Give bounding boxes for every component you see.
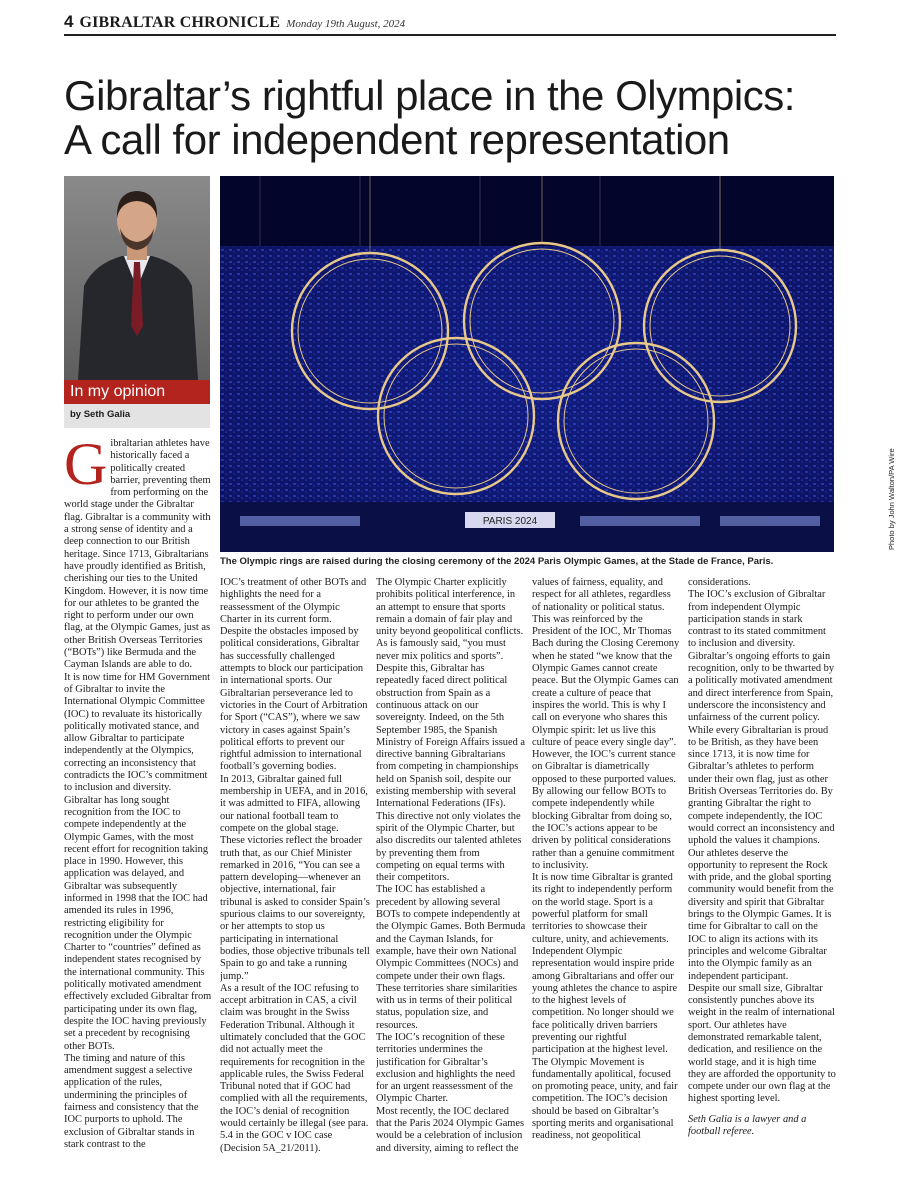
masthead-rule xyxy=(64,34,836,36)
headline-line-1: Gibraltar’s rightful place in the Olympics: xyxy=(64,72,795,119)
headline-line-2: A call for independent representation xyxy=(64,116,730,163)
article-paragraph: The IOC’s recognition of these territories undermines the justification for Gibraltar’s exclusion and highlights the need for an urgent reassessment of the Olympic Charter. xyxy=(376,1031,516,1105)
article-paragraph: Despite the obstacles imposed by political considerations, Gibraltar has successfully challenged attempts to block our participation in international sports. Our Gibraltarian perseverance led to victories in the Court of Arbitration for Sport (“CAS”), where we saw victory in cases against Spain’s political efforts to prevent our rightful admission to international football’s governing bodies. xyxy=(220,626,368,773)
masthead xyxy=(64,12,834,36)
article-paragraph: considerations. xyxy=(688,577,751,588)
article-paragraph: The timing and nature of this amendment suggest a selective application of the rules, undermining the principles of fairness and consistency that the IOC purports to uphold. The exclusion of Gibraltar stands in stark contrast to the xyxy=(64,1052,199,1150)
author-portrait-illustration xyxy=(64,176,210,380)
article-paragraph: These victories reflect the broader truth that, as our Chief Minister remarked in 2016, “You can see a pattern developing—whenever an objective, international, fair tribunal is asked to consider Spain’s spurious claims to our sovereignty, or her attempts to stop us participating in international bodies, those objective tribunals tell Spain to go and take a running jump.” xyxy=(220,835,370,982)
opinion-section-label: In my opinion xyxy=(64,380,210,404)
olympic-rings-photo xyxy=(220,176,834,552)
article-paragraph: Despite our small size, Gibraltar consistently punches above its weight in the realm of international sport. Our athletes have demonstrated remarkable talent, dedication, and resilience on the world stage, and it is high time they are afforded the opportunity to compete under our own flag at the highest sporting level. xyxy=(688,982,836,1105)
article-column-1 xyxy=(64,438,212,1186)
article-paragraph: As a result of the IOC refusing to accept arbitration in CAS, a civil claim was brought in the Swiss Federation Tribunal. Although it ultimately concluded that the GOC did not actually meet the requirements for recognition in the applicable rules, the Swiss Federal Tribunal noted that if GOC had complied with all the requirements, the IOC’s denial of recognition would certainly be illegal (see para. 5.4 in the GOC v IOC case (Decision 5A_21/2011). xyxy=(220,982,369,1154)
paris-2024-sign: PARIS 2024 xyxy=(482,516,538,527)
publication-name: GIBRALTAR CHRONICLE xyxy=(79,14,281,31)
article-paragraph: The Olympic Movement is fundamentally apolitical, focused on promoting peace, unity, and fair competition. The IOC’s decision should be based on Gibraltar’s sporting merits and organisational readiness, not geopolitical xyxy=(532,1056,678,1142)
article-column-4 xyxy=(532,577,680,1186)
drop-cap: G xyxy=(64,438,108,497)
article-paragraph: values of fairness, equality, and respect for all athletes, regardless of nationality or political status. This was reinforced by the President of the IOC, Mr Thomas Bach during the Closing Ceremony when he stated “we know that the Olympic Games cannot create peace. But the Olympic Games can create a culture of peace that inspires the world. This is why I call on everyone who shares this Olympic spirit: let us live this culture of peace every single day”. However, the IOC’s current stance on Gibraltar is diametrically opposed to these purported values. By allowing our fellow BOTs to compete independently while blocking Gibraltar from doing so, the IOC’s actions appear to be driven by political considerations rather than a genuine commitment to inclusivity. xyxy=(532,577,680,871)
issue-date: Monday 19th August, 2024 xyxy=(286,18,406,30)
article-paragraph: The IOC has established a precedent by allowing several BOTs to compete independently at the Olympic Games. Both Bermuda and the Cayman Islands, for example, have their own National Olympic Committees (NOCs) and compete under their own flags. These territories share similarities with us in terms of their political status, population size, and resources. xyxy=(376,884,526,1031)
article-column-3 xyxy=(376,577,526,1186)
photo-caption: The Olympic rings are raised during the closing ceremony of the 2024 Paris Olympic Games, at the Stade de France, Paris. xyxy=(220,556,774,567)
author-bio: Seth Galia is a lawyer and a football referee. xyxy=(688,1113,807,1138)
article-paragraph: In 2013, Gibraltar gained full membership in UEFA, and in 2016, it was admitted to FIFA, allowing our national football team to compete on the global stage. xyxy=(220,773,368,834)
article-paragraph: It is now time for HM Government of Gibraltar to invite the International Olympic Committee (IOC) to revaluate its historically politically motivated stance, and allow Gibraltar to participate independently at the Olympics, correcting an inconsistency that contradicts the IOC’s commitment to inclusion and diversity. xyxy=(64,671,211,794)
article-column-5 xyxy=(688,577,836,1186)
author-portrait xyxy=(64,176,210,380)
article-paragraph: The IOC’s exclusion of Gibraltar from independent Olympic participation stands in stark contrast to its stated commitment to inclusion and diversity. Gibraltar’s ongoing efforts to gain recognition, only to be thwarted by a politically motivated amendment and direct interference from Spain, underscore the inconsistency and unfairness of the current policy. While every Gibraltarian is proud to be British, as they have been since 1713, it is now time for Gibraltar’s athletes to perform under their own flag, just as other British Overseas Territories do. By granting Gibraltar the right to compete independently, the IOC would correct an inconsistency and uphold the values it champions. Our athletes deserve the opportunity to represent the Rock with pride, and the global sporting community would benefit from the diversity and spirit that Gibraltar brings to the Olympic Games. It is time for Gibraltar to call on the IOC to align its actions with its principles and welcome Gibraltar into the Olympic family as an independent participant. xyxy=(688,589,835,982)
article-column-2 xyxy=(220,577,370,1186)
page-number: 4 xyxy=(64,12,74,31)
article-paragraph: The Olympic Charter explicitly prohibits political interference, in an attempt to ensure that sports remain a domain of fair play and unity beyond geopolitical conflicts. As is famously said, “you must never mix politics and sports”. Despite this, Gibraltar has repeatedly faced direct political obstruction from Spain as a continuous attack on our sovereignty. Indeed, on the 5th September 1985, the Spanish Ministry of Foreign Affairs issued a directive banning Gibraltarians from competing in championships held on Spanish soil, despite our existing membership with several International Federations (IFs). This directive not only violates the spirit of the Olympic Charter, but also discredits our talented athletes by preventing them from competing on equal terms with their competitors. xyxy=(376,577,526,884)
article-paragraph: It is now time Gibraltar is granted its right to independently perform on the world stage. Sport is a powerful platform for small territories to showcase their culture, unity, and achievements. Independent Olympic representation would inspire pride among Gibraltarians and offer our young athletes the chance to aspire to the highest levels of competition. No longer should we face politically driven barriers preventing our rightful participation at the highest level. xyxy=(532,872,678,1056)
photo-credit: Photo by John Walton/PA Wire xyxy=(887,448,896,550)
author-byline: by Seth Galia xyxy=(64,404,210,428)
article-paragraph: IOC’s treatment of other BOTs and highlights the need for a reassessment of the Olympic Charter in its current form. xyxy=(220,577,367,625)
article-paragraph: Gibraltarian athletes have historically faced a politically created barrier, preventing them from performing on the world stage under the Gibraltar flag. Gibraltar is a community with a strong sense of identity and a deep connection to our British heritage. Since 1713, Gibraltarians have proudly identified as British, cherishing our ties to the United Kingdom. However, it is now time for our athletes to be granted the right to perform under our own flag, at the Olympic Games, just as other British Overseas Territories (“BOTs”) like Bermuda and the Cayman Islands are able to do. xyxy=(64,438,211,671)
article-paragraph: Most recently, the IOC declared that the Paris 2024 Olympic Games would be a celebration of inclusion and diversity, aiming to reflect the xyxy=(376,1105,525,1154)
article-paragraph: Gibraltar has long sought recognition from the IOC to compete independently at the Olympic Games, with the most recent effort for recognition taking place in 1990. However, this application was delayed, and Gibraltar was subsequently informed in 1998 that the IOC had amended its rules in 1996, restricting eligibility for recognition under the Olympic Charter to “countries” defined as independent states recognised by the international community. This politically motivated amendment effectively excluded Gibraltar from participating under its own flag, despite the IOC having previously set a precedent by recognising other BOTs. xyxy=(64,794,212,1052)
headline xyxy=(64,74,844,162)
olympic-rings-scene xyxy=(220,176,834,552)
